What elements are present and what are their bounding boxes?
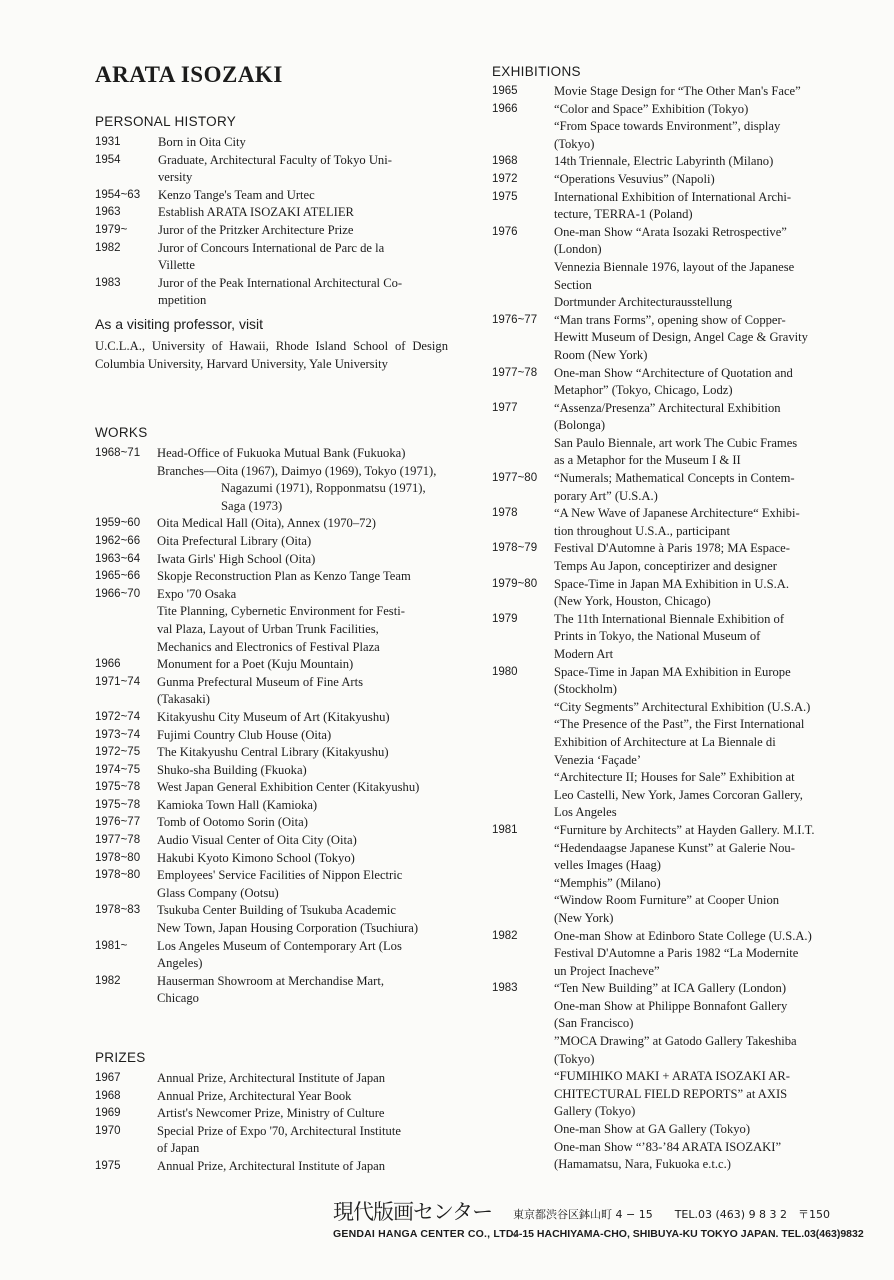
works-line: Branches—Oita (1967), Daimyo (1969), Tokyo (1971),	[157, 463, 437, 478]
prizes-entry	[95, 1158, 450, 1176]
works-year: 1976~77	[95, 816, 141, 829]
works-entry	[95, 533, 450, 551]
exhibitions-line: International Exhibition of International Archi-	[554, 189, 792, 204]
works-entry	[95, 727, 450, 745]
prizes-description	[157, 1070, 450, 1088]
prizes-entry	[95, 1070, 450, 1088]
works-line: Saga (1973)	[221, 498, 283, 513]
exhibitions-entry	[492, 312, 848, 365]
exhibitions-year: 1977	[492, 401, 518, 414]
exhibitions-line: San Paulo Biennale, art work The Cubic Frames	[554, 435, 798, 450]
exhibitions-line: Festival D'Automne à Paris 1978; MA Espace-	[554, 541, 790, 556]
works-entry	[95, 674, 450, 709]
personal-history-heading: PERSONAL HISTORY	[95, 114, 237, 129]
exhibitions-year: 1976~77	[492, 313, 538, 326]
exhibitions-line: Los Angeles	[554, 805, 617, 820]
works-description	[157, 674, 450, 709]
works-line: Mechanics and Electronics of Festival Plaza	[157, 639, 380, 654]
exhibitions-line: Vennezia Biennale 1976, layout of the Japanese	[554, 259, 795, 274]
works-year: 1975~78	[95, 798, 141, 811]
works-year: 1982	[95, 974, 121, 987]
exhibitions-line: (London)	[554, 242, 602, 257]
exhibitions-year: 1978	[492, 507, 518, 520]
exhibitions-line: (San Francisco)	[554, 1016, 634, 1031]
works-year: 1978~80	[95, 869, 141, 882]
works-line: Gunma Prefectural Museum of Fine Arts	[157, 674, 364, 689]
works-description	[157, 938, 450, 973]
personal_history-line: Juror of the Peak International Architectural Co-	[158, 275, 403, 290]
exhibitions-line: “Memphis” (Milano)	[554, 875, 661, 890]
exhibitions-line: Space-Time in Japan MA Exhibition in Europe	[554, 664, 791, 679]
prizes-description	[157, 1088, 450, 1106]
personal_history-description	[158, 187, 448, 205]
exhibitions-line: (New York, Houston, Chicago)	[554, 594, 711, 609]
exhibitions-line: “Color and Space” Exhibition (Tokyo)	[554, 101, 749, 116]
prizes-line: Artist's Newcomer Prize, Ministry of Culture	[157, 1106, 385, 1121]
works-line: val Plaza, Layout of Urban Trunk Facilities,	[157, 621, 379, 636]
exhibitions-description	[554, 171, 848, 189]
prizes-description	[157, 1158, 450, 1176]
exhibitions-description	[554, 312, 848, 365]
exhibitions-line: Dortmunder Architecturausstellung	[554, 295, 733, 310]
works-line: Kamioka Town Hall (Kamioka)	[157, 797, 318, 812]
works-description	[157, 727, 450, 745]
exhibitions-year: 1982	[492, 929, 518, 942]
works-entry	[95, 850, 450, 868]
works-line: Kitakyushu City Museum of Art (Kitakyushu)	[157, 709, 390, 724]
works-year: 1978~83	[95, 904, 141, 917]
exhibitions-line: Section	[554, 277, 592, 292]
works-entry	[95, 797, 450, 815]
exhibitions-line: One-man Show at Philippe Bonnafont Gallery	[554, 998, 788, 1013]
personal_history-line: Juror of the Pritzker Architecture Prize	[158, 222, 354, 237]
exhibitions-year: 1966	[492, 102, 518, 115]
exhibitions-entry	[492, 664, 848, 822]
exhibitions-line: “FUMIHIKO MAKI + ARATA ISOZAKI AR-	[554, 1069, 790, 1084]
prizes-year: 1975	[95, 1159, 121, 1172]
works-description	[157, 709, 450, 727]
exhibitions-entry	[492, 576, 848, 611]
exhibitions-line: One-man Show “’83-’84 ARATA ISOZAKI”	[554, 1139, 782, 1154]
personal_history-description	[158, 134, 448, 152]
works-description	[157, 551, 450, 569]
works-description	[157, 586, 450, 656]
works-line: Tomb of Ootomo Sorin (Oita)	[157, 815, 308, 830]
exhibitions-description	[554, 611, 848, 664]
exhibitions-line: “Architecture II; Houses for Sale” Exhibition at	[554, 770, 795, 785]
works-line: Iwata Girls' High School (Oita)	[157, 551, 316, 566]
exhibitions-list	[492, 83, 848, 1174]
works-year: 1977~78	[95, 834, 141, 847]
exhibitions-year: 1977~80	[492, 472, 538, 485]
exhibitions-description	[554, 505, 848, 540]
works-line: Skopje Reconstruction Plan as Kenzo Tange Team	[157, 569, 411, 584]
personal_history-year: 1963	[95, 206, 121, 219]
works-entry	[95, 938, 450, 973]
works-description	[157, 568, 450, 586]
personal_history-line: Villette	[158, 258, 196, 273]
personal_history-line: Establish ARATA ISOZAKI ATELIER	[158, 205, 354, 220]
prizes-description	[157, 1123, 450, 1158]
personal-history-list	[95, 134, 448, 310]
works-entry	[95, 973, 450, 1008]
works-entry	[95, 744, 450, 762]
exhibitions-entry	[492, 365, 848, 400]
exhibitions-line: tecture, TERRA-1 (Poland)	[554, 207, 693, 222]
works-description	[157, 797, 450, 815]
works-description	[157, 850, 450, 868]
exhibitions-entry	[492, 189, 848, 224]
exhibitions-year: 1980	[492, 665, 518, 678]
visiting-professor-text: U.C.L.A., University of Hawaii, Rhode Island School of Design Columbia University, Harvard University, Yale University	[95, 339, 448, 371]
personal_history-year: 1982	[95, 241, 121, 254]
works-year: 1972~74	[95, 710, 141, 723]
works-year: 1963~64	[95, 552, 141, 565]
works-line: Monument for a Poet (Kuju Mountain)	[157, 657, 354, 672]
works-description	[157, 533, 450, 551]
exhibitions-line: One-man Show at Edinboro State College (U.S.A.)	[554, 928, 812, 943]
works-line: (Takasaki)	[157, 692, 210, 707]
exhibitions-year: 1965	[492, 85, 518, 97]
prizes-description	[157, 1105, 450, 1123]
exhibitions-line: One-man Show “Architecture of Quotation and	[554, 365, 793, 380]
exhibitions-line: “From Space towards Environment”, display	[554, 119, 781, 134]
works-entry	[95, 551, 450, 569]
exhibitions-line: 14th Triennale, Electric Labyrinth (Milano)	[554, 154, 774, 169]
works-line: West Japan General Exhibition Center (Kitakyushu)	[157, 780, 420, 795]
works-line: Shuko-sha Building (Fkuoka)	[157, 762, 307, 777]
publisher-address-en: 4-15 HACHIYAMA-CHO, SHIBUYA-KU TOKYO JAPAN. TEL.03(463)9832	[513, 1228, 864, 1240]
personal_history-line: mpetition	[158, 293, 207, 308]
exhibitions-entry	[492, 101, 848, 154]
works-line: The Kitakyushu Central Library (Kitakyushu)	[157, 745, 389, 760]
personal_history-description	[158, 204, 448, 222]
publisher-address-jp: 東京都渋谷区鉢山町 4 − 15 TEL.03 (463) 9 8 3 2 〒150	[513, 1208, 831, 1221]
works-year: 1971~74	[95, 675, 141, 688]
exhibitions-year: 1977~78	[492, 366, 538, 379]
personal_history-entry	[95, 275, 448, 310]
exhibitions-line: “The Presence of the Past”, the First International	[554, 717, 805, 732]
works-year: 1965~66	[95, 570, 141, 583]
works-line: Head-Office of Fukuoka Mutual Bank (Fukuoka)	[157, 446, 406, 460]
personal_history-year: 1954~63	[95, 188, 141, 201]
exhibitions-line: “City Segments” Architectural Exhibition (U.S.A.)	[554, 699, 811, 714]
works-year: 1968~71	[95, 447, 141, 459]
exhibitions-year: 1978~79	[492, 542, 538, 555]
exhibitions-line: (Hamamatsu, Nara, Fukuoka e.t.c.)	[554, 1157, 731, 1172]
works-line: Hauserman Showroom at Merchandise Mart,	[157, 973, 384, 988]
prizes-year: 1969	[95, 1107, 121, 1120]
personal_history-entry	[95, 152, 448, 187]
personal_history-entry	[95, 240, 448, 275]
exhibitions-line: Leo Castelli, New York, James Corcoran Gallery,	[554, 787, 803, 802]
works-description	[157, 445, 450, 515]
exhibitions-line: “Numerals; Mathematical Concepts in Contem-	[554, 471, 795, 486]
prizes-year: 1967	[95, 1072, 121, 1084]
personal_history-year: 1931	[95, 136, 121, 148]
works-year: 1966~70	[95, 587, 141, 600]
works-year: 1972~75	[95, 746, 141, 759]
personal_history-description	[158, 222, 448, 240]
exhibitions-line: “Window Room Furniture” at Cooper Union	[554, 893, 780, 908]
personal_history-entry	[95, 187, 448, 205]
exhibitions-entry	[492, 980, 848, 1174]
exhibitions-line: Gallery (Tokyo)	[554, 1104, 636, 1119]
personal_history-line: Kenzo Tange's Team and Urtec	[158, 187, 315, 202]
works-year: 1962~66	[95, 534, 141, 547]
publisher-logo-en: GENDAI HANGA CENTER CO., LTD.	[333, 1228, 517, 1240]
works-line: Hakubi Kyoto Kimono School (Tokyo)	[157, 850, 355, 865]
personal_history-description	[158, 240, 448, 275]
exhibitions-line: (Stockholm)	[554, 682, 617, 697]
exhibitions-line: “Ten New Building” at ICA Gallery (London)	[554, 981, 787, 996]
exhibitions-line: ”MOCA Drawing” at Gatodo Gallery Takeshiba	[554, 1034, 797, 1049]
works-description	[157, 656, 450, 674]
exhibitions-line: (Tokyo)	[554, 136, 595, 151]
works-line: Tite Planning, Cybernetic Environment for Festi-	[157, 604, 405, 619]
exhibitions-entry	[492, 153, 848, 171]
works-line: Oita Prefectural Library (Oita)	[157, 533, 312, 548]
works-entry	[95, 832, 450, 850]
exhibitions-line: Metaphor” (Tokyo, Chicago, Lodz)	[554, 383, 733, 398]
works-line: Expo '70 Osaka	[157, 586, 237, 601]
prizes-year: 1968	[95, 1089, 121, 1102]
page-title: ARATA ISOZAKI	[95, 62, 283, 87]
personal_history-year: 1983	[95, 276, 121, 289]
exhibitions-description	[554, 83, 848, 101]
exhibitions-description	[554, 189, 848, 224]
exhibitions-entry	[492, 470, 848, 505]
exhibitions-line: “Furniture by Architects” at Hayden Gallery. M.I.T.	[554, 822, 815, 837]
exhibitions-line: Room (New York)	[554, 347, 648, 362]
personal_history-entry	[95, 204, 448, 222]
exhibitions-year: 1972	[492, 172, 518, 185]
works-description	[157, 762, 450, 780]
works-line: New Town, Japan Housing Corporation (Tsuchiura)	[157, 921, 419, 936]
exhibitions-line: (New York)	[554, 910, 614, 925]
exhibitions-line: Space-Time in Japan MA Exhibition in U.S.A.	[554, 576, 789, 591]
exhibitions-year: 1983	[492, 982, 518, 995]
prizes-line: Annual Prize, Architectural Institute of Japan	[157, 1158, 386, 1173]
works-year: 1966	[95, 658, 121, 671]
works-year: 1981~	[95, 939, 128, 952]
works-year: 1959~60	[95, 517, 141, 530]
works-line: Oita Medical Hall (Oita), Annex (1970–72)	[157, 516, 376, 531]
exhibitions-heading: EXHIBITIONS	[492, 64, 581, 79]
exhibitions-description	[554, 400, 848, 470]
personal_history-line: Juror of Concours International de Parc de la	[158, 240, 385, 255]
exhibitions-entry	[492, 505, 848, 540]
publisher-footer	[333, 1196, 864, 1246]
exhibitions-entry	[492, 83, 848, 101]
exhibitions-entry	[492, 540, 848, 575]
works-line: Audio Visual Center of Oita City (Oita)	[157, 833, 357, 848]
exhibitions-description	[554, 576, 848, 611]
works-entry	[95, 568, 450, 586]
exhibitions-description	[554, 224, 848, 312]
exhibitions-year: 1975	[492, 190, 518, 203]
prizes-year: 1970	[95, 1124, 121, 1137]
exhibitions-line: velles Images (Haag)	[554, 858, 661, 873]
exhibitions-description	[554, 822, 848, 928]
personal_history-description	[158, 152, 448, 187]
works-entry	[95, 779, 450, 797]
works-entry	[95, 902, 450, 937]
works-entry	[95, 656, 450, 674]
exhibitions-line: Exhibition of Architecture at La Biennale di	[554, 734, 776, 749]
works-line: Employees' Service Facilities of Nippon Electric	[157, 868, 403, 883]
prizes-line: Special Prize of Expo '70, Architectural Institute	[157, 1123, 401, 1138]
exhibitions-line: Prints in Tokyo, the National Museum of	[554, 629, 761, 644]
works-line: Tsukuba Center Building of Tsukuba Academic	[157, 903, 396, 918]
works-line: Glass Company (Ootsu)	[157, 885, 279, 900]
exhibitions-line: “Operations Vesuvius” (Napoli)	[554, 171, 715, 186]
prizes-entry	[95, 1088, 450, 1106]
exhibitions-line: Hewitt Museum of Design, Angel Cage & Gravity	[554, 330, 808, 345]
exhibitions-year: 1976	[492, 225, 518, 238]
exhibitions-line: Temps Au Japon, conceptirizer and designer	[554, 559, 777, 574]
works-entry	[95, 867, 450, 902]
exhibitions-entry	[492, 224, 848, 312]
works-entry	[95, 762, 450, 780]
personal_history-year: 1954	[95, 153, 121, 166]
exhibitions-entry	[492, 171, 848, 189]
exhibitions-line: porary Art” (U.S.A.)	[554, 488, 658, 503]
exhibitions-line: “A New Wave of Japanese Architecture“ Exhibi-	[554, 506, 800, 521]
prizes-entry	[95, 1105, 450, 1123]
exhibitions-line: (Bolonga)	[554, 418, 606, 433]
exhibitions-line: “Man trans Forms”, opening show of Copper-	[554, 312, 786, 327]
works-year: 1978~80	[95, 851, 141, 864]
exhibitions-year: 1968	[492, 155, 518, 168]
exhibitions-entry	[492, 400, 848, 470]
works-year: 1974~75	[95, 763, 141, 776]
personal_history-description	[158, 275, 448, 310]
works-description	[157, 744, 450, 762]
works-entry	[95, 586, 450, 656]
works-year: 1973~74	[95, 728, 141, 741]
exhibitions-line: tion throughout U.S.A., participant	[554, 523, 730, 538]
personal_history-entry	[95, 222, 448, 240]
exhibitions-line: (Tokyo)	[554, 1051, 595, 1066]
works-description	[157, 973, 450, 1008]
works-year: 1975~78	[95, 781, 141, 794]
exhibitions-entry	[492, 822, 848, 928]
exhibitions-description	[554, 928, 848, 981]
exhibitions-description	[554, 153, 848, 171]
exhibitions-year: 1979	[492, 612, 518, 625]
exhibitions-line: un Project Inacheve”	[554, 963, 660, 978]
works-entry	[95, 445, 450, 515]
works-line: Chicago	[157, 991, 199, 1006]
works-entry	[95, 709, 450, 727]
exhibitions-description	[554, 101, 848, 154]
works-description	[157, 515, 450, 533]
exhibitions-description	[554, 470, 848, 505]
exhibitions-description	[554, 540, 848, 575]
exhibitions-entry	[492, 611, 848, 664]
personal_history-line: Graduate, Architectural Faculty of Tokyo Uni-	[158, 152, 392, 167]
works-line: Nagazumi (1971), Ropponmatsu (1971),	[221, 481, 426, 496]
exhibitions-year: 1979~80	[492, 577, 538, 590]
personal_history-line: versity	[158, 170, 193, 185]
visiting-professor-heading: As a visiting professor, visit	[95, 316, 264, 332]
prizes-heading: PRIZES	[95, 1050, 146, 1065]
exhibitions-line: Festival D'Automne a Paris 1982 “La Modernite	[554, 946, 799, 961]
works-heading: WORKS	[95, 425, 148, 440]
exhibitions-description	[554, 365, 848, 400]
works-line: Fujimi Country Club House (Oita)	[157, 727, 332, 742]
works-line: Los Angeles Museum of Contemporary Art (Los	[157, 938, 402, 953]
prizes-list	[95, 1070, 450, 1176]
exhibitions-year: 1981	[492, 823, 518, 836]
personal_history-year: 1979~	[95, 223, 128, 236]
personal_history-line: Born in Oita City	[158, 135, 246, 149]
exhibitions-line: “Hedendaagse Japanese Kunst” at Galerie Nou-	[554, 840, 795, 855]
works-description	[157, 779, 450, 797]
works-description	[157, 814, 450, 832]
exhibitions-line: “Assenza/Presenza” Architectural Exhibition	[554, 400, 781, 415]
exhibitions-line: CHITECTURAL FIELD REPORTS” at AXIS	[554, 1086, 788, 1101]
exhibitions-description	[554, 664, 848, 822]
works-entry	[95, 515, 450, 533]
exhibitions-line: Modern Art	[554, 647, 614, 661]
exhibitions-line: One-man Show at GA Gallery (Tokyo)	[554, 1122, 751, 1137]
exhibitions-line: as a Metaphor for the Museum I & II	[554, 453, 741, 468]
exhibitions-description	[554, 980, 848, 1174]
personal_history-entry	[95, 134, 448, 152]
prizes-line: Annual Prize, Architectural Institute of Japan	[157, 1071, 386, 1085]
works-entry	[95, 814, 450, 832]
works-description	[157, 867, 450, 902]
exhibitions-entry	[492, 928, 848, 981]
works-description	[157, 902, 450, 937]
exhibitions-line: Movie Stage Design for “The Other Man's Face”	[554, 84, 801, 98]
publisher-logo-jp: 現代版画センター	[333, 1200, 493, 1224]
prizes-entry	[95, 1123, 450, 1158]
prizes-line: of Japan	[157, 1141, 200, 1156]
exhibitions-line: One-man Show “Arata Isozaki Retrospective”	[554, 224, 787, 239]
exhibitions-line: Venezia ‘Façade’	[554, 752, 642, 767]
prizes-line: Annual Prize, Architectural Year Book	[157, 1088, 352, 1103]
works-list	[95, 445, 450, 1008]
works-description	[157, 832, 450, 850]
works-line: Angeles)	[157, 956, 203, 971]
exhibitions-line: The 11th International Biennale Exhibition of	[554, 611, 785, 626]
